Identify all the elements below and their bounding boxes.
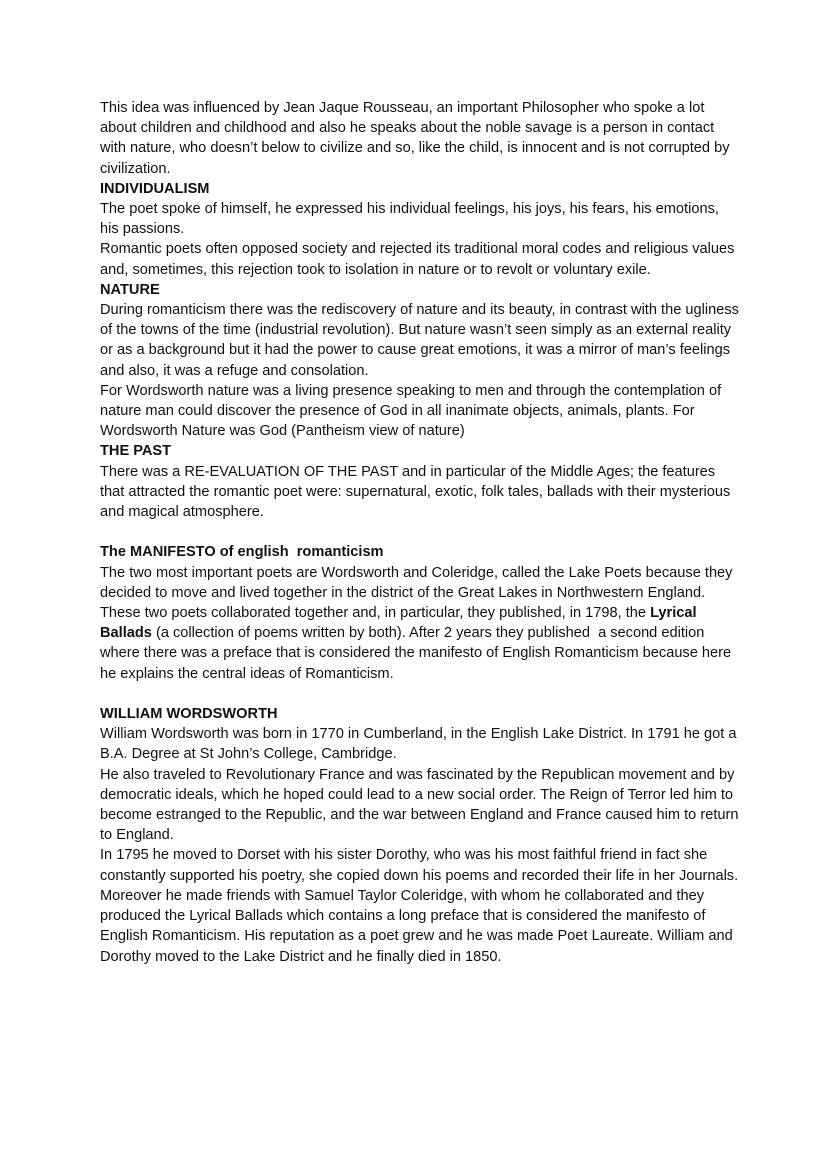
manifesto-paragraph-1: The two most important poets are Wordsworth and Coleridge, called the Lake Poets because they decided to move and lived together in the district of the Great Lakes in Northwestern England. (100, 564, 733, 601)
individualism-heading: INDIVIDUALISM (100, 180, 210, 197)
manifesto-heading: The MANIFESTO of english romanticism (100, 544, 384, 561)
manifesto-paragraph-2 (100, 603, 740, 684)
manifesto-paragraph-2-start: These two poets collaborated together and, in particular, they published, in 1798, the (100, 605, 651, 622)
section-spacer (100, 684, 740, 704)
individualism-paragraph-1: The poet spoke of himself, he expressed his individual feelings, his joys, his fears, his emotions, his passions. (100, 201, 719, 238)
wordsworth-paragraph-1: William Wordsworth was born in 1770 in Cumberland, in the English Lake District. In 1791 he got a B.A. Degree at St John’s College, Cambridge. (100, 726, 737, 763)
nature-paragraph-2: For Wordsworth nature was a living presence speaking to men and through the contemplation of nature man could discover the presence of God in all inanimate objects, animals, plants. For Wordsworth Nature was God (Pantheism view of nature) (100, 382, 722, 440)
past-heading: THE PAST (100, 443, 172, 460)
manifesto-paragraph-2-end: (a collection of poems written by both). After 2 years they published a second edition where there was a preface that is considered the manifesto of English Romanticism because here he explains the central ideas of Romanticism. (100, 625, 736, 682)
nature-paragraph-1: During romanticism there was the rediscovery of nature and its beauty, in contrast with the ugliness of the towns of the time (industrial revolution). But nature wasn’t seen simply as an external reality or as a background but it had the power to cause great emotions, it was a mirror of man’s feelings and also, it was a refuge and consolation. (100, 302, 739, 379)
section-spacer (100, 522, 740, 542)
wordsworth-paragraph-2: He also traveled to Revolutionary France and was fascinated by the Republican movement and by democratic ideals, which he hoped could lead to a new social order. The Reign of Terror led him to become estranged to the Republic, and the war between England and France caused him to return to England. (100, 766, 739, 844)
document-page (100, 98, 740, 967)
nature-heading: NATURE (100, 281, 160, 298)
individualism-paragraph-2: Romantic poets often opposed society and rejected its traditional moral codes and religious values and, sometimes, this rejection took to isolation in nature or to revolt or voluntary exile. (100, 241, 735, 278)
wordsworth-paragraph-3: In 1795 he moved to Dorset with his sister Dorothy, who was his most faithful friend in fact she constantly supported his poetry, she copied down his poems and recorded their life in her Journals. Moreover he made friends with Samuel Taylor Coleridge, with whom he collaborated and they produced the Lyrical Ballads which contains a long preface that is considered the manifesto of English Romanticism. His reputation as a poet grew and he was made Poet Laureate. William and Dorothy moved to the Lake District and he finally died in 1850. (100, 847, 739, 965)
intro-paragraph: This idea was influenced by Jean Jaque Rousseau, an important Philosopher who spoke a lot about children and childhood and also he speaks about the noble savage is a person in contact with nature, who doesn’t below to civilize and so, like the child, is innocent and is not corrupted by civilization. (100, 100, 730, 177)
lyrical-ballads-title: Lyrical Ballads (100, 605, 701, 642)
past-paragraph: There was a RE-EVALUATION OF THE PAST and in particular of the Middle Ages; the features that attracted the romantic poet were: supernatural, exotic, folk tales, ballads with their mysterious and magical atmosphere. (100, 463, 731, 521)
wordsworth-heading: WILLIAM WORDSWORTH (100, 706, 278, 723)
